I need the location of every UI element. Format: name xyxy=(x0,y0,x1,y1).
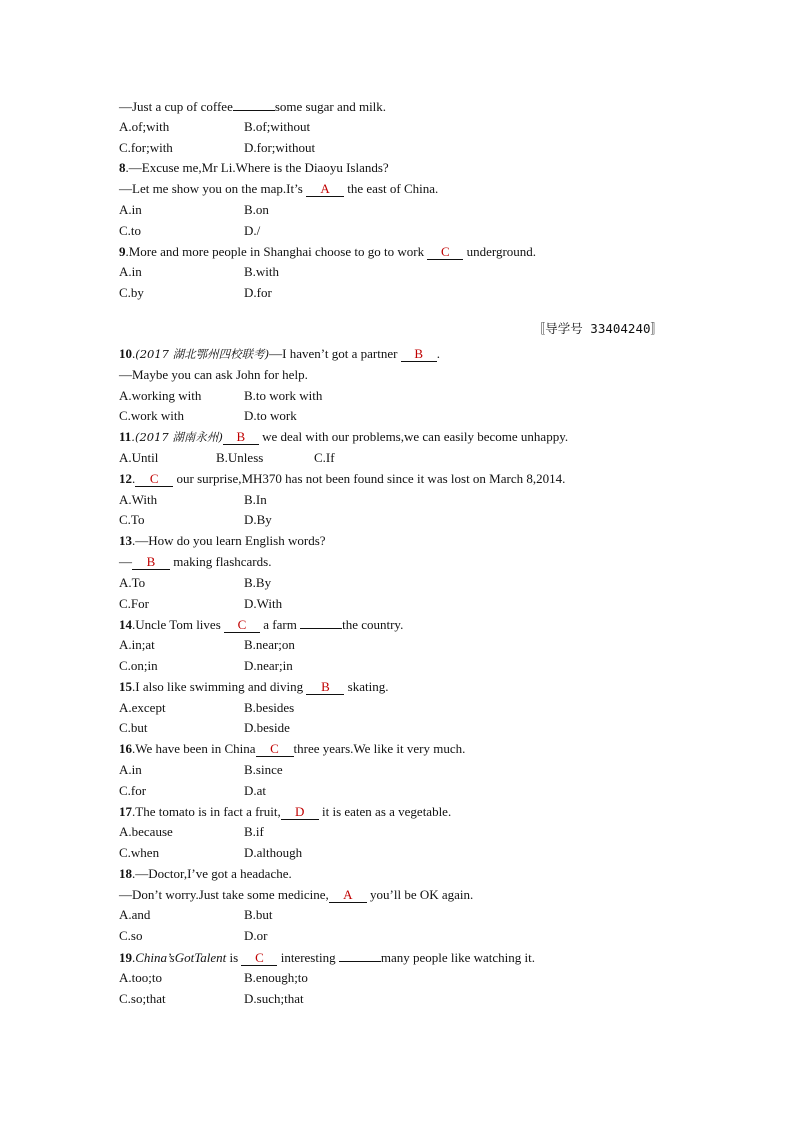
q10-answer: B xyxy=(401,347,437,362)
q13-number: 13 xyxy=(119,533,132,549)
q14-stem-after: the country. xyxy=(342,617,404,633)
q14-option-b: B.near;on xyxy=(244,637,295,653)
q18-stem2-before: —Don’t worry.Just take some medicine, xyxy=(119,886,329,902)
q7-options-row2 xyxy=(119,138,679,159)
q15-option-c: C.but xyxy=(119,720,148,736)
q14-stem xyxy=(119,614,679,635)
q8-stem2-after: the east of China. xyxy=(347,181,439,197)
q18-options-row1 xyxy=(119,905,679,926)
q9-number: 9 xyxy=(119,243,126,259)
q13-option-c: C.For xyxy=(119,595,149,611)
q12-stem: 12. C our surprise,MH370 has not been found since it was lost on March 8,2014. xyxy=(119,470,566,486)
q19-show-title: China’sGotTalent xyxy=(135,950,227,966)
q18-stem-text: .—Doctor,I’ve got a headache. xyxy=(132,865,292,881)
q9-option-a: A.in xyxy=(119,264,142,280)
q19-option-d: D.such;that xyxy=(244,990,304,1006)
q15-option-a: A.except xyxy=(119,699,166,715)
q17-stem-before: .The tomato is in fact a fruit, xyxy=(132,803,281,819)
q11-option-c: C.If xyxy=(314,449,335,465)
q9-option-d: D.for xyxy=(244,285,272,301)
q8-stem2-before: —Let me show you on the map.It’s xyxy=(119,181,303,197)
q14-option-a: A.in;at xyxy=(119,637,155,653)
q19-option-c: C.so;that xyxy=(119,990,166,1006)
q16-options-row1 xyxy=(119,760,679,781)
q9-option-c: C.by xyxy=(119,285,144,301)
q12-option-d: D.By xyxy=(244,512,272,528)
q19-option-a: A.too;to xyxy=(119,969,162,985)
q13-options-row1 xyxy=(119,573,679,594)
q18-stem2-after: you’ll be OK again. xyxy=(370,886,474,902)
q7-option-a: A.of;with xyxy=(119,118,170,134)
q18-stem xyxy=(119,864,679,885)
q7-stem-text: —Just a cup of coffee xyxy=(119,99,233,114)
q14-stem-before: .Uncle Tom lives xyxy=(132,617,221,633)
q9-stem-before: .More and more people in Shanghai choose to go to work xyxy=(125,243,425,259)
q16-stem-before: .We have been in China xyxy=(132,741,256,757)
q16-option-a: A.in xyxy=(119,761,142,777)
q10-stem-after: . xyxy=(436,345,440,361)
q15-number: 15 xyxy=(119,678,132,694)
q19-stem-after: many people like watching it. xyxy=(380,950,535,966)
q7-stem-after: some sugar and milk. xyxy=(274,99,387,114)
q11-options xyxy=(119,448,679,469)
q9-options-row2 xyxy=(119,283,679,304)
q13-stem xyxy=(119,531,679,552)
q15-options-row1 xyxy=(119,698,679,719)
q13-stem-text: .—How do you learn English words? xyxy=(132,533,326,549)
q16-options-row2 xyxy=(119,781,679,802)
q8-number: 8 xyxy=(119,160,126,176)
q9-stem xyxy=(119,242,679,263)
q18-options-row2 xyxy=(119,926,679,947)
q16-answer: C xyxy=(256,742,294,757)
q8-stem2 xyxy=(119,179,679,200)
q7-option-d: D.for;without xyxy=(244,139,316,155)
q15-options-row2 xyxy=(119,718,679,739)
q15-option-b: B.besides xyxy=(244,699,295,715)
q12-option-c: C.To xyxy=(119,512,145,528)
q13-option-a: A.To xyxy=(119,574,146,590)
q11-number: 11 xyxy=(119,429,132,445)
q10-option-a: A.working with xyxy=(119,387,202,403)
q18-option-b: B.but xyxy=(244,907,273,923)
q8-option-d: D./ xyxy=(244,222,261,238)
q9-stem-after: underground. xyxy=(466,243,537,259)
q14-stem-mid: a farm xyxy=(263,617,297,633)
q16-option-d: D.at xyxy=(244,782,267,798)
q8-option-b: B.on xyxy=(244,201,269,217)
q18-option-d: D.or xyxy=(244,928,268,944)
q10-stem: 10.(2017 湖北鄂州四校联考)—I haven’t got a partner B . xyxy=(119,345,440,361)
q10-stem2 xyxy=(119,365,679,386)
q8-option-c: C.to xyxy=(119,222,142,238)
q19-stem-is: is xyxy=(229,950,239,966)
q7-stem xyxy=(119,96,679,117)
q11-option-b: B.Unless xyxy=(216,449,264,465)
q19-number: 19 xyxy=(119,950,132,966)
q18-option-c: C.so xyxy=(119,928,143,944)
q17-options-row2 xyxy=(119,843,679,864)
q16-option-b: B.since xyxy=(244,761,283,777)
q10-option-d: D.to work xyxy=(244,408,297,424)
q14-option-c: C.on;in xyxy=(119,657,158,673)
q12-options-row2 xyxy=(119,510,679,531)
q17-options-row1 xyxy=(119,822,679,843)
q10-number: 10 xyxy=(119,345,132,361)
q10-source: (2017 湖北鄂州四校联考) xyxy=(135,346,270,361)
q15-answer: B xyxy=(306,680,344,695)
q10-stem2-text: —Maybe you can ask John for help. xyxy=(119,366,308,382)
q19-stem: 19.China’sGotTalent is C interesting many people like watching it. xyxy=(119,947,679,968)
q19-answer: C xyxy=(241,951,277,966)
q8-answer: A xyxy=(306,182,344,197)
q8-options-row1 xyxy=(119,200,679,221)
q15-stem-after: skating. xyxy=(347,678,389,694)
q16-stem-after: three years.We like it very much. xyxy=(293,741,466,757)
q11-stem xyxy=(119,427,679,448)
q8-option-a: A.in xyxy=(119,201,142,217)
q8-stem-text: .—Excuse me,Mr Li.Where is the Diaoyu Islands? xyxy=(125,160,389,176)
q13-stem2: — B making flashcards. xyxy=(119,553,272,569)
q14-options-row1 xyxy=(119,635,679,656)
q19-blank-2 xyxy=(339,947,381,962)
q17-stem xyxy=(119,802,679,823)
q9-option-b: B.with xyxy=(244,264,280,280)
q12-options-row1 xyxy=(119,490,679,511)
q19-option-b: B.enough;to xyxy=(244,969,308,985)
reference-number: 〚导学号 33404240〛 xyxy=(532,320,663,336)
q7-options-row1 xyxy=(119,117,679,138)
q18-option-a: A.and xyxy=(119,907,151,923)
q13-option-d: D.With xyxy=(244,595,283,611)
q8-stem xyxy=(119,158,679,179)
q12-option-a: A.With xyxy=(119,491,158,507)
q15-stem xyxy=(119,677,679,698)
q16-option-c: C.for xyxy=(119,782,147,798)
q9-answer: C xyxy=(427,245,463,260)
q16-stem xyxy=(119,739,679,760)
q11-answer: B xyxy=(223,430,259,445)
q13-answer: B xyxy=(132,555,170,570)
q18-answer: A xyxy=(329,888,367,903)
q17-stem-after: it is eaten as a vegetable. xyxy=(321,803,452,819)
q17-answer: D xyxy=(281,805,319,820)
q14-blank-2 xyxy=(300,614,342,629)
q14-number: 14 xyxy=(119,617,132,633)
q11-option-a: A.Until xyxy=(119,449,159,465)
q15-stem-before: .I also like swimming and diving xyxy=(132,678,304,694)
q10-option-b: B.to work with xyxy=(244,387,323,403)
q18-stem2 xyxy=(119,885,679,906)
q13-option-b: B.By xyxy=(244,574,272,590)
q14-answer: C xyxy=(224,618,260,633)
q11-stem-after: we deal with our problems,we can easily become unhappy. xyxy=(262,429,569,445)
q18-number: 18 xyxy=(119,865,132,881)
q13-stem-after: making flashcards. xyxy=(173,553,272,569)
q12-number: 12 xyxy=(119,470,132,486)
q10-options-row1 xyxy=(119,386,679,407)
q17-option-a: A.because xyxy=(119,824,173,840)
q19-options-row1 xyxy=(119,968,679,989)
q7-blank xyxy=(233,96,275,111)
q14-option-d: D.near;in xyxy=(244,657,293,673)
q7-option-b: B.of;without xyxy=(244,118,311,134)
q17-option-c: C.when xyxy=(119,845,160,861)
q17-option-b: B.if xyxy=(244,824,264,840)
q13-options-row2 xyxy=(119,594,679,615)
q15-option-d: D.beside xyxy=(244,720,290,736)
q8-options-row2 xyxy=(119,221,679,242)
q19-options-row2 xyxy=(119,989,679,1010)
q12-stem-after: our surprise,MH370 has not been found since it was lost on March 8,2014. xyxy=(176,470,566,486)
q10-stem-before: —I haven’t got a partner xyxy=(269,345,398,361)
q9-options-row1 xyxy=(119,262,679,283)
q12-option-b: B.In xyxy=(244,491,267,507)
q17-number: 17 xyxy=(119,803,132,819)
q7-option-c: C.for;with xyxy=(119,139,173,155)
q19-stem-mid: interesting xyxy=(280,950,336,966)
q14-options-row2 xyxy=(119,656,679,677)
q11-source: .(2017 湖南永州) xyxy=(131,430,223,445)
worksheet xyxy=(119,96,679,1009)
q10-options-row2 xyxy=(119,406,679,427)
q10-option-c: C.work with xyxy=(119,408,184,424)
q16-number: 16 xyxy=(119,741,132,757)
q12-answer: C xyxy=(135,472,173,487)
q17-option-d: D.although xyxy=(244,845,303,861)
